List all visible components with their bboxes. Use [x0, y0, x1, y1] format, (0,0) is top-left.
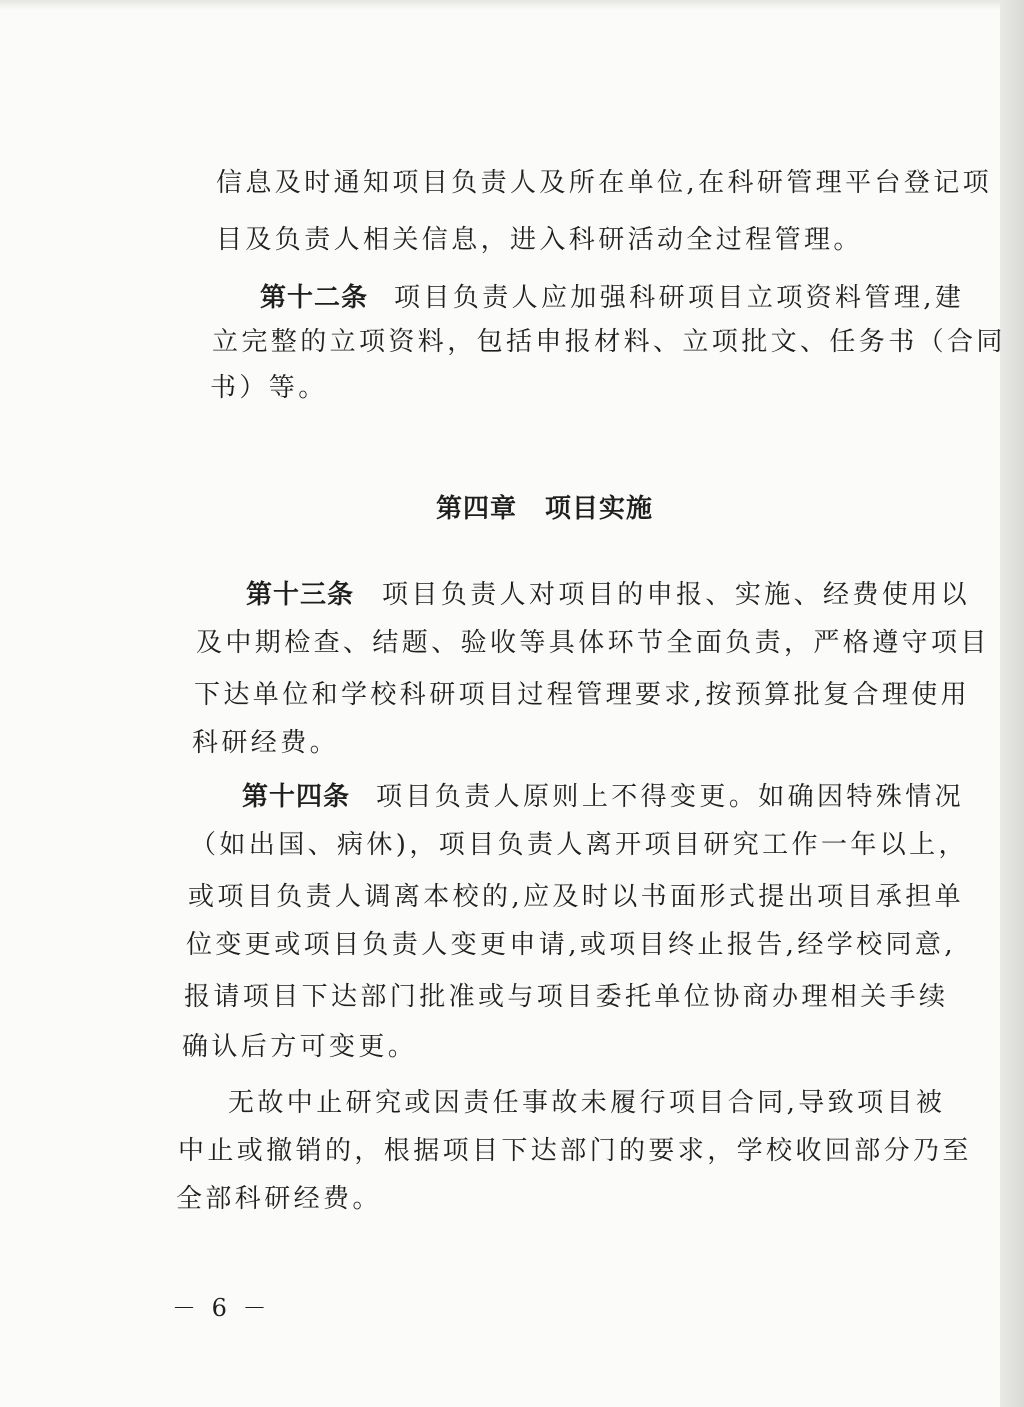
text-line: 报请项目下达部门批准或与项目委托单位协商办理相关手续: [184, 982, 949, 1012]
page-number: － 6 －: [172, 1294, 271, 1322]
text-line: 书）等。: [210, 373, 328, 403]
text-line: 全部科研经费。: [176, 1184, 382, 1214]
text-line: 无故中止研究或因责任事故未履行项目合同,导致项目被: [228, 1088, 946, 1118]
text-line: （如出国、病休)，项目负责人离开项目研究工作一年以上，: [190, 830, 968, 860]
text-line: 立完整的立项资料，包括申报材料、立项批文、任务书（合同: [212, 327, 1006, 357]
chapter-number: 第四章: [436, 494, 518, 524]
text-line: 及中期检查、结题、验收等具体环节全面负责，严格遵守项目: [196, 628, 990, 658]
article-14-label: 第十四条: [242, 782, 351, 812]
text-line: 科研经费。: [192, 728, 340, 758]
text-line: 信息及时通知项目负责人及所在单位,在科研管理平台登记项: [216, 168, 993, 198]
text-segment: 项目负责人对项目的申报、实施、经费使用以: [382, 580, 971, 610]
text-line: 确认后方可变更。: [182, 1032, 418, 1062]
text-line: 位变更或项目负责人变更申请,或项目终止报告,经学校同意,: [186, 930, 956, 960]
scan-edge-right: [1000, 0, 1024, 1407]
text-line: 下达单位和学校科研项目过程管理要求,按预算批复合理使用: [194, 680, 971, 710]
text-line: 中止或撤销的，根据项目下达部门的要求，学校收回部分乃至: [178, 1136, 972, 1166]
text-line: 或项目负责人调离本校的,应及时以书面形式提出项目承担单: [188, 882, 965, 912]
text-line: 目及负责人相关信息，进入科研活动全过程管理。: [216, 225, 863, 255]
article-13-line-1: [246, 580, 970, 610]
article-13-label: 第十三条: [246, 580, 355, 610]
article-12-line-1: [260, 283, 964, 313]
chapter-heading: [436, 488, 653, 525]
text-segment: 项目负责人原则上不得变更。如确因特殊情况: [376, 782, 965, 812]
article-14-line-1: [242, 782, 964, 812]
scan-edge-top: [0, 0, 1024, 10]
text-segment: 项目负责人应加强科研项目立项资料管理,建: [394, 283, 965, 313]
article-12-label: 第十二条: [260, 283, 369, 313]
chapter-title: 项目实施: [545, 494, 654, 524]
